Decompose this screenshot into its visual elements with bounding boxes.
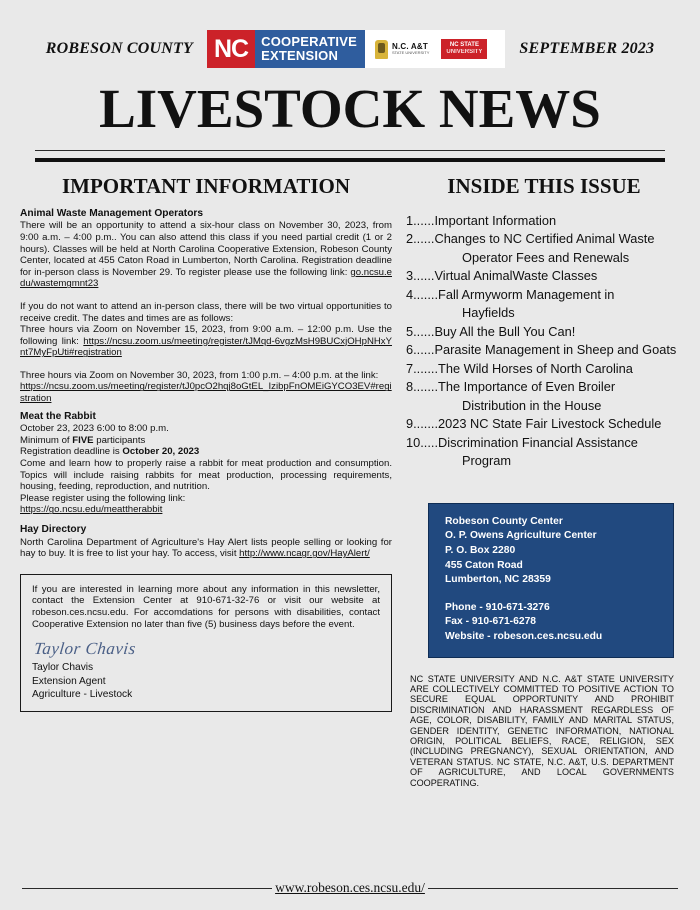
toc-item-number: 2...... xyxy=(406,231,435,247)
nc-cooperative-extension-logo xyxy=(207,30,505,68)
toc-item-number: 1...... xyxy=(406,212,435,228)
toc-item[interactable] xyxy=(406,286,682,305)
agent-role: Extension Agent xyxy=(32,675,106,687)
address-box xyxy=(428,503,674,658)
animal-waste-section xyxy=(20,208,392,290)
spacer xyxy=(20,290,392,301)
toc-item[interactable] xyxy=(406,230,682,249)
ncat-name: N.C. A&T xyxy=(391,42,428,51)
virtual-option-2-text: Three hours via Zoom on November 30, 2023, from 1:00 p.m. – 4:00 p.m. at the link: xyxy=(20,369,379,381)
address-city-state-zip: Lumberton, NC 28359 xyxy=(445,574,551,586)
nondiscrimination-statement: NC STATE UNIVERSITY AND N.C. A&T STATE UNIVERSITY ARE COLLECTIVELY COMMITTED TO POSITIVE ACTION TO SECURE EQUAL OPPORTUNITY AND PROHIBIT DISCRIMINATION AND HARASSMENT REGARDLESS OF AGE, COLOR, DISABILITY, FAMILY AND MARITAL STATUS, GENDER IDENTITY, GENETIC INFORMATION, NATIONAL ORIGIN, POLITICAL BELIEFS, RACE, RELIGION, SEX (INCLUDING PREGNANCY), SEXUAL ORIENTATION, AND VETERAN STATUS. NC STATE, N.C. A&T, U.S. DEPARTMENT OF AGRICULTURE, AND LOCAL GOVERNMENTS COOPERATING. xyxy=(410,673,674,788)
rabbit-deadline-date: October 20, 2023 xyxy=(122,446,200,458)
wastemgmnt-link[interactable]: go.ncsu.edu/wastemgmnt23 xyxy=(20,266,392,290)
title-rule-thin xyxy=(35,150,665,151)
cooperative-extension-wordmark xyxy=(255,30,365,68)
spacer xyxy=(20,516,392,524)
rabbit-register-line: Please register using the following link: xyxy=(20,492,186,504)
meat-the-rabbit-section xyxy=(20,411,392,516)
agent-name: Taylor Chavis xyxy=(32,662,94,674)
toc-item-label: The Wild Horses of North Carolina xyxy=(438,360,633,376)
address-phone: Phone - 910-671-3276 xyxy=(445,601,550,613)
toc-item[interactable] xyxy=(406,378,682,397)
toc-item[interactable] xyxy=(406,415,682,434)
zoom-registration-link-1[interactable]: https://ncsu.zoom.us/meeting/register/tJMqd-6vgzMsH9BUCxjOHpNHxYnt7MyFpUti#registration xyxy=(20,335,392,359)
ncat-subtitle: STATE UNIVERSITY xyxy=(391,50,430,55)
toc-item-label: The Importance of Even Broiler xyxy=(438,379,616,395)
nc-logo-mark: NC xyxy=(207,30,255,68)
footer xyxy=(0,880,700,896)
toc-item-number: 4....... xyxy=(406,286,439,302)
footer-rule-left xyxy=(22,888,272,889)
address-po-box: P. O. Box 2280 xyxy=(445,544,516,556)
toc-item-label: 2023 NC State Fair Livestock Schedule xyxy=(438,416,662,432)
toc-item-label: Changes to NC Certified Animal Waste xyxy=(434,231,655,247)
toc-item-label: Fall Armyworm Management in xyxy=(438,286,615,302)
toc-item-number: 3...... xyxy=(406,268,435,284)
meattherabbit-link[interactable]: https://go.ncsu.edu/meattherabbit xyxy=(20,504,163,516)
ncat-wordmark xyxy=(392,43,429,55)
zoom-registration-link-2[interactable]: https://ncsu.zoom.us/meeting/register/tJ0pcO2hqj8oGtEL_IzibpFnOMEiGYCO3EV#registration xyxy=(20,381,392,405)
ncat-logo xyxy=(365,30,505,68)
masthead-date: SEPTEMBER 2023 xyxy=(519,40,655,57)
ncstate-line2: UNIVERSITY xyxy=(446,49,483,55)
ncat-seal-icon xyxy=(375,40,388,59)
rabbit-datetime: October 23, 2023 6:00 to 8:00 p.m. xyxy=(20,423,169,435)
logo-line-cooperative: COOPERATIVE xyxy=(261,34,357,49)
toc-item[interactable] xyxy=(406,341,682,360)
hay-directory-paragraph: North Carolina Department of Agriculture's Hay Alert lists people selling or looking for hay to buy. It is free to list your hay. To access, visit xyxy=(20,536,392,560)
spacer xyxy=(20,359,392,370)
signature-image: Taylor Chavis xyxy=(33,639,137,659)
rabbit-paragraph: Come and learn how to properly raise a rabbit for meat production and consumption. Topics will include raising rabbits for meat production, processing requirements, housing, feeding, reproduction, and nutrition. xyxy=(20,458,392,493)
rabbit-deadline-pre: Registration deadline is xyxy=(20,446,123,458)
rabbit-minimum xyxy=(20,435,392,447)
agent-department: Agriculture - Livestock xyxy=(32,688,133,700)
toc-item-label: Discrimination Financial Assistance xyxy=(438,434,638,450)
address-street: 455 Caton Road xyxy=(445,559,523,571)
toc-item-continuation: Hayfields xyxy=(462,305,515,321)
nc-state-university-logo xyxy=(441,39,487,59)
toc-item[interactable] xyxy=(406,212,682,231)
footer-url[interactable]: www.robeson.ces.ncsu.edu/ xyxy=(275,880,425,895)
contact-box xyxy=(20,574,392,713)
address-building: O. P. Owens Agriculture Center xyxy=(445,530,597,542)
hay-directory-section xyxy=(20,524,392,560)
masthead xyxy=(0,0,700,74)
page-title: LIVESTOCK NEWS xyxy=(99,78,601,139)
spacer xyxy=(445,588,673,601)
address-center-name: Robeson County Center xyxy=(445,515,563,527)
virtual-option-1-text: Three hours via Zoom on November 15, 2023, from 9:00 a.m. – 12:00 p.m. Use the following link: xyxy=(20,324,392,347)
logo-line-extension: EXTENSION xyxy=(261,48,339,63)
right-column xyxy=(406,172,682,788)
footer-rule-right xyxy=(428,888,678,889)
content-columns xyxy=(0,162,700,788)
important-information-heading: IMPORTANT INFORMATION xyxy=(61,173,350,198)
toc-item-number: 7....... xyxy=(406,360,439,376)
hay-directory-subheading: Hay Directory xyxy=(20,524,87,535)
hayalert-link[interactable]: http://www.ncagr.gov/HayAlert/ xyxy=(239,548,370,560)
toc-item[interactable] xyxy=(406,267,682,286)
toc-item-continuation: Program xyxy=(462,453,512,469)
ncstate-line1: NC STATE xyxy=(449,42,479,48)
toc-item-label: Important Information xyxy=(434,212,557,228)
virtual-classes-section xyxy=(20,301,392,405)
toc-item-number: 5...... xyxy=(406,323,435,339)
toc-item[interactable] xyxy=(406,323,682,342)
toc-item-label: Parasite Management in Sheep and Goats xyxy=(434,342,677,358)
rabbit-minimum-count: FIVE xyxy=(72,434,94,446)
toc-item-continuation: Distribution in the House xyxy=(462,397,602,413)
inside-this-issue-heading: INSIDE THIS ISSUE xyxy=(447,173,641,198)
table-of-contents xyxy=(406,212,682,471)
toc-item-label: Virtual AnimalWaste Classes xyxy=(434,268,598,284)
toc-item-number: 10..... xyxy=(406,434,439,450)
animal-waste-subheading: Animal Waste Management Operators xyxy=(20,207,204,219)
address-website[interactable]: Website - robeson.ces.ncsu.edu xyxy=(445,630,603,642)
toc-item[interactable] xyxy=(406,434,682,453)
toc-item-number: 9....... xyxy=(406,416,439,432)
virtual-intro-paragraph: If you do not want to attend an in-person class, there will be two virtual opportunities to receive credit. The dates and times are as follows: xyxy=(20,300,392,324)
contact-paragraph: If you are interested in learning more about any information in this newsletter, contact the Extension Center at 910-671-32-76 or visit our website at robeson.ces.ncsu.edu. For accomdations for persons with disabilities, contact Cooperative Extension no later than five (5) business days before the event. xyxy=(32,583,380,630)
toc-item-label: Buy All the Bull You Can! xyxy=(434,323,576,339)
toc-item[interactable] xyxy=(406,360,682,379)
toc-item-number: 8....... xyxy=(406,379,439,395)
masthead-county: ROBESON COUNTY xyxy=(45,40,193,57)
address-fax: Fax - 910-671-6278 xyxy=(445,616,537,628)
rabbit-minimum-post: participants xyxy=(93,434,146,446)
left-column xyxy=(20,172,392,788)
rabbit-minimum-pre: Minimum of xyxy=(20,434,73,446)
toc-item-continuation: Operator Fees and Renewals xyxy=(462,249,630,265)
animal-waste-paragraph: There will be an opportunity to attend a six-hour class on November 30, 2023, from 9:00 a.m. – 4:00 p.m.. You can also attend this class if you need partial credit (1 or 2 hours). Classes will be held at North Carolina Cooperative Extension, Robeson County Center, located at 455 Caton Road in Lumberton, North Carolina. Registration deadline for in-person class is November 29. To register please use the following link: xyxy=(20,220,392,278)
rabbit-subheading: Meat the Rabbit xyxy=(20,410,96,422)
toc-item-number: 6...... xyxy=(406,342,435,358)
rabbit-deadline xyxy=(20,446,392,458)
